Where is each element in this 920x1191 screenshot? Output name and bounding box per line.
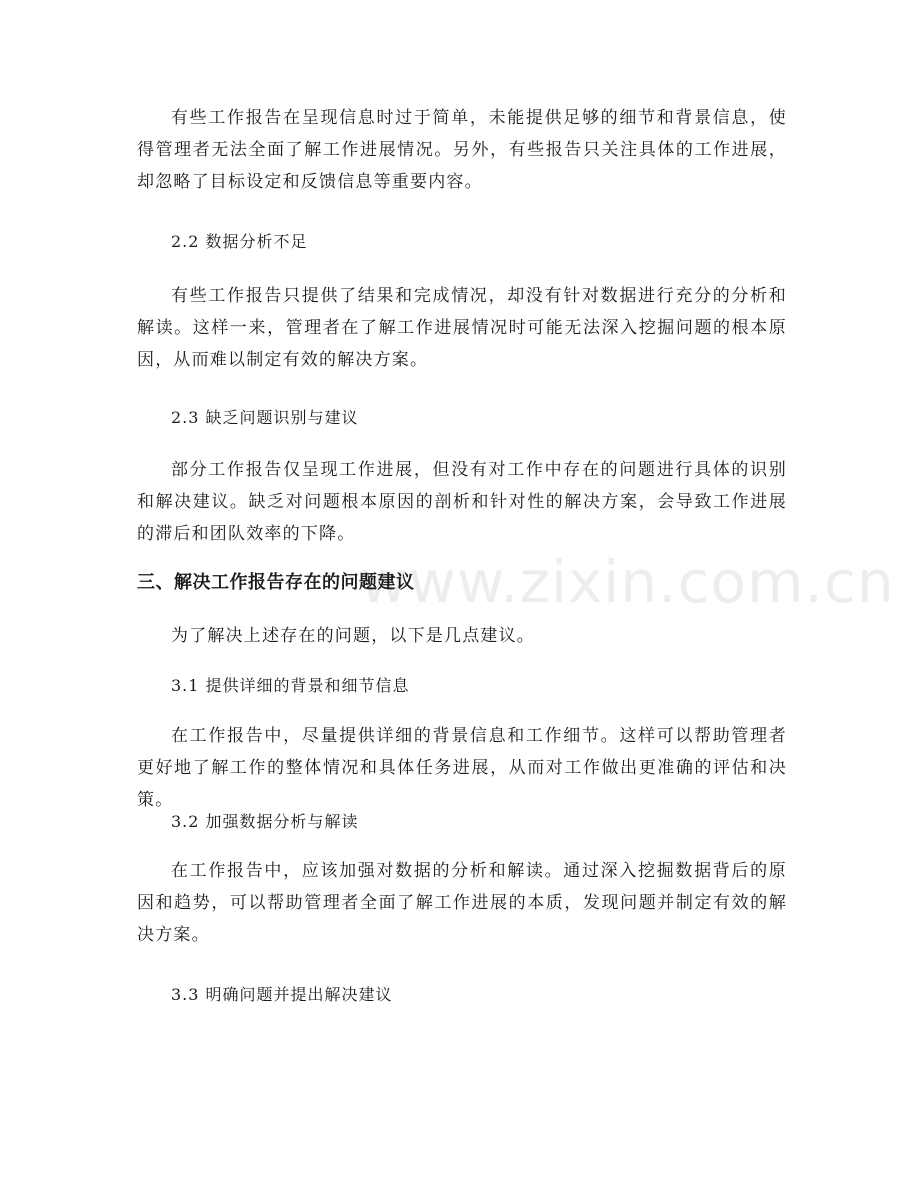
subheading-3-3: 3.3 明确问题并提出解决建议 xyxy=(171,985,393,1004)
subheading-3-1: 3.1 提供详细的背景和细节信息 xyxy=(171,676,410,695)
section-title-3: 三、解决工作报告存在的问题建议 xyxy=(137,572,415,593)
paragraph-strengthen-analysis: 在工作报告中，应该加强对数据的分析和解读。通过深入挖掘数据背后的原因和趋势，可以帮助管理者全面了解工作进展的本质，发现问题并制定有效的解决方案。 xyxy=(137,861,787,945)
watermark: www.zixin.com.cn xyxy=(360,548,895,616)
subheading-3-2: 3.2 加强数据分析与解读 xyxy=(171,812,359,831)
paragraph-lack-problem-identification: 部分工作报告仅呈现工作进展，但没有对工作中存在的问题进行具体的识别和解决建议。缺乏对问题根本原因的剖析和针对性的解决方案，会导致工作进展的滞后和团队效率的下降。 xyxy=(137,460,787,544)
subheading-2-2: 2.2 数据分析不足 xyxy=(171,232,308,251)
paragraph-data-analysis-insufficient: 有些工作报告只提供了结果和完成情况，却没有针对数据进行充分的分析和解读。这样一来，管理者在了解工作进展情况时可能无法深入挖掘问题的根本原因，从而难以制定有效的解决方案。 xyxy=(137,286,787,370)
paragraph-provide-details: 在工作报告中，尽量提供详细的背景信息和工作细节。这样可以帮助管理者更好地了解工作的整体情况和具体任务进展，从而对工作做出更准确的评估和决策。 xyxy=(137,726,787,810)
paragraph-incomplete-info: 有些工作报告在呈现信息时过于简单，未能提供足够的细节和背景信息，使得管理者无法全面了解工作进展情况。另外，有些报告只关注具体的工作进展，却忽略了目标设定和反馈信息等重要内容。 xyxy=(137,108,787,192)
paragraph-intro-suggestions: 为了解决上述存在的问题，以下是几点建议。 xyxy=(171,626,535,646)
subheading-2-3: 2.3 缺乏问题识别与建议 xyxy=(171,408,359,427)
